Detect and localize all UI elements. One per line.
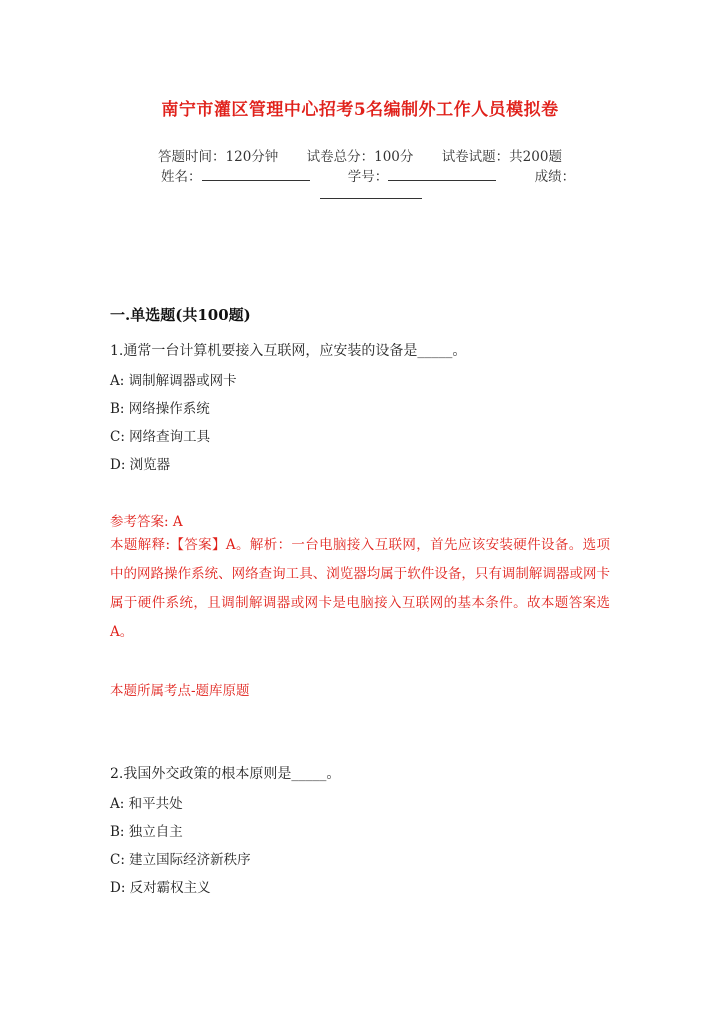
question-2-option-b: B: 独立自主	[110, 824, 183, 840]
exam-total-score: 试卷总分：100分	[306, 149, 414, 165]
question-1-explanation: 本题解释:【答案】A。解析：一台电脑接入互联网，首先应该安装硬件设备。选项中的网路操作系统、网络查询工具、浏览器均属于软件设备，只有调制解调器或网卡属于硬件系统，且调制解调器或网卡是电脑接入互联网的基本条件。故本题答案选A。	[110, 537, 610, 640]
score-label: 成绩：	[534, 169, 576, 185]
exam-question-count: 试卷试题：共200题	[441, 149, 562, 165]
exam-student-fields	[161, 165, 575, 185]
student-id-label: 学号：	[347, 169, 389, 185]
question-2-stem: 2.我国外交政策的根本原则是_____。	[110, 766, 341, 782]
question-2-option-c: C: 建立国际经济新秩序	[110, 852, 251, 868]
question-1-source: 本题所属考点-题库原题	[110, 683, 250, 699]
score-blank-row	[320, 184, 422, 203]
name-blank[interactable]	[202, 168, 310, 181]
question-2-option-d: D: 反对霸权主义	[110, 880, 211, 896]
question-1-answer: 参考答案: A	[110, 514, 183, 530]
section-title: 一.单选题(共100题)	[110, 306, 251, 324]
question-1-option-d: D: 浏览器	[110, 457, 171, 473]
name-label: 姓名：	[161, 169, 202, 185]
exam-time: 答题时间：120分钟	[158, 149, 279, 165]
question-1-option-a: A: 调制解调器或网卡	[110, 373, 237, 389]
exam-title: 南宁市灌区管理中心招考5名编制外工作人员模拟卷	[161, 100, 559, 120]
question-1-option-c: C: 网络查询工具	[110, 429, 211, 445]
question-1-stem: 1.通常一台计算机要接入互联网，应安装的设备是_____。	[110, 343, 467, 359]
question-1-option-b: B: 网络操作系统	[110, 401, 210, 417]
student-id-blank[interactable]	[388, 168, 496, 181]
score-blank[interactable]	[320, 186, 422, 199]
exam-meta-line	[0, 145, 720, 165]
question-2-option-a: A: 和平共处	[110, 796, 183, 812]
